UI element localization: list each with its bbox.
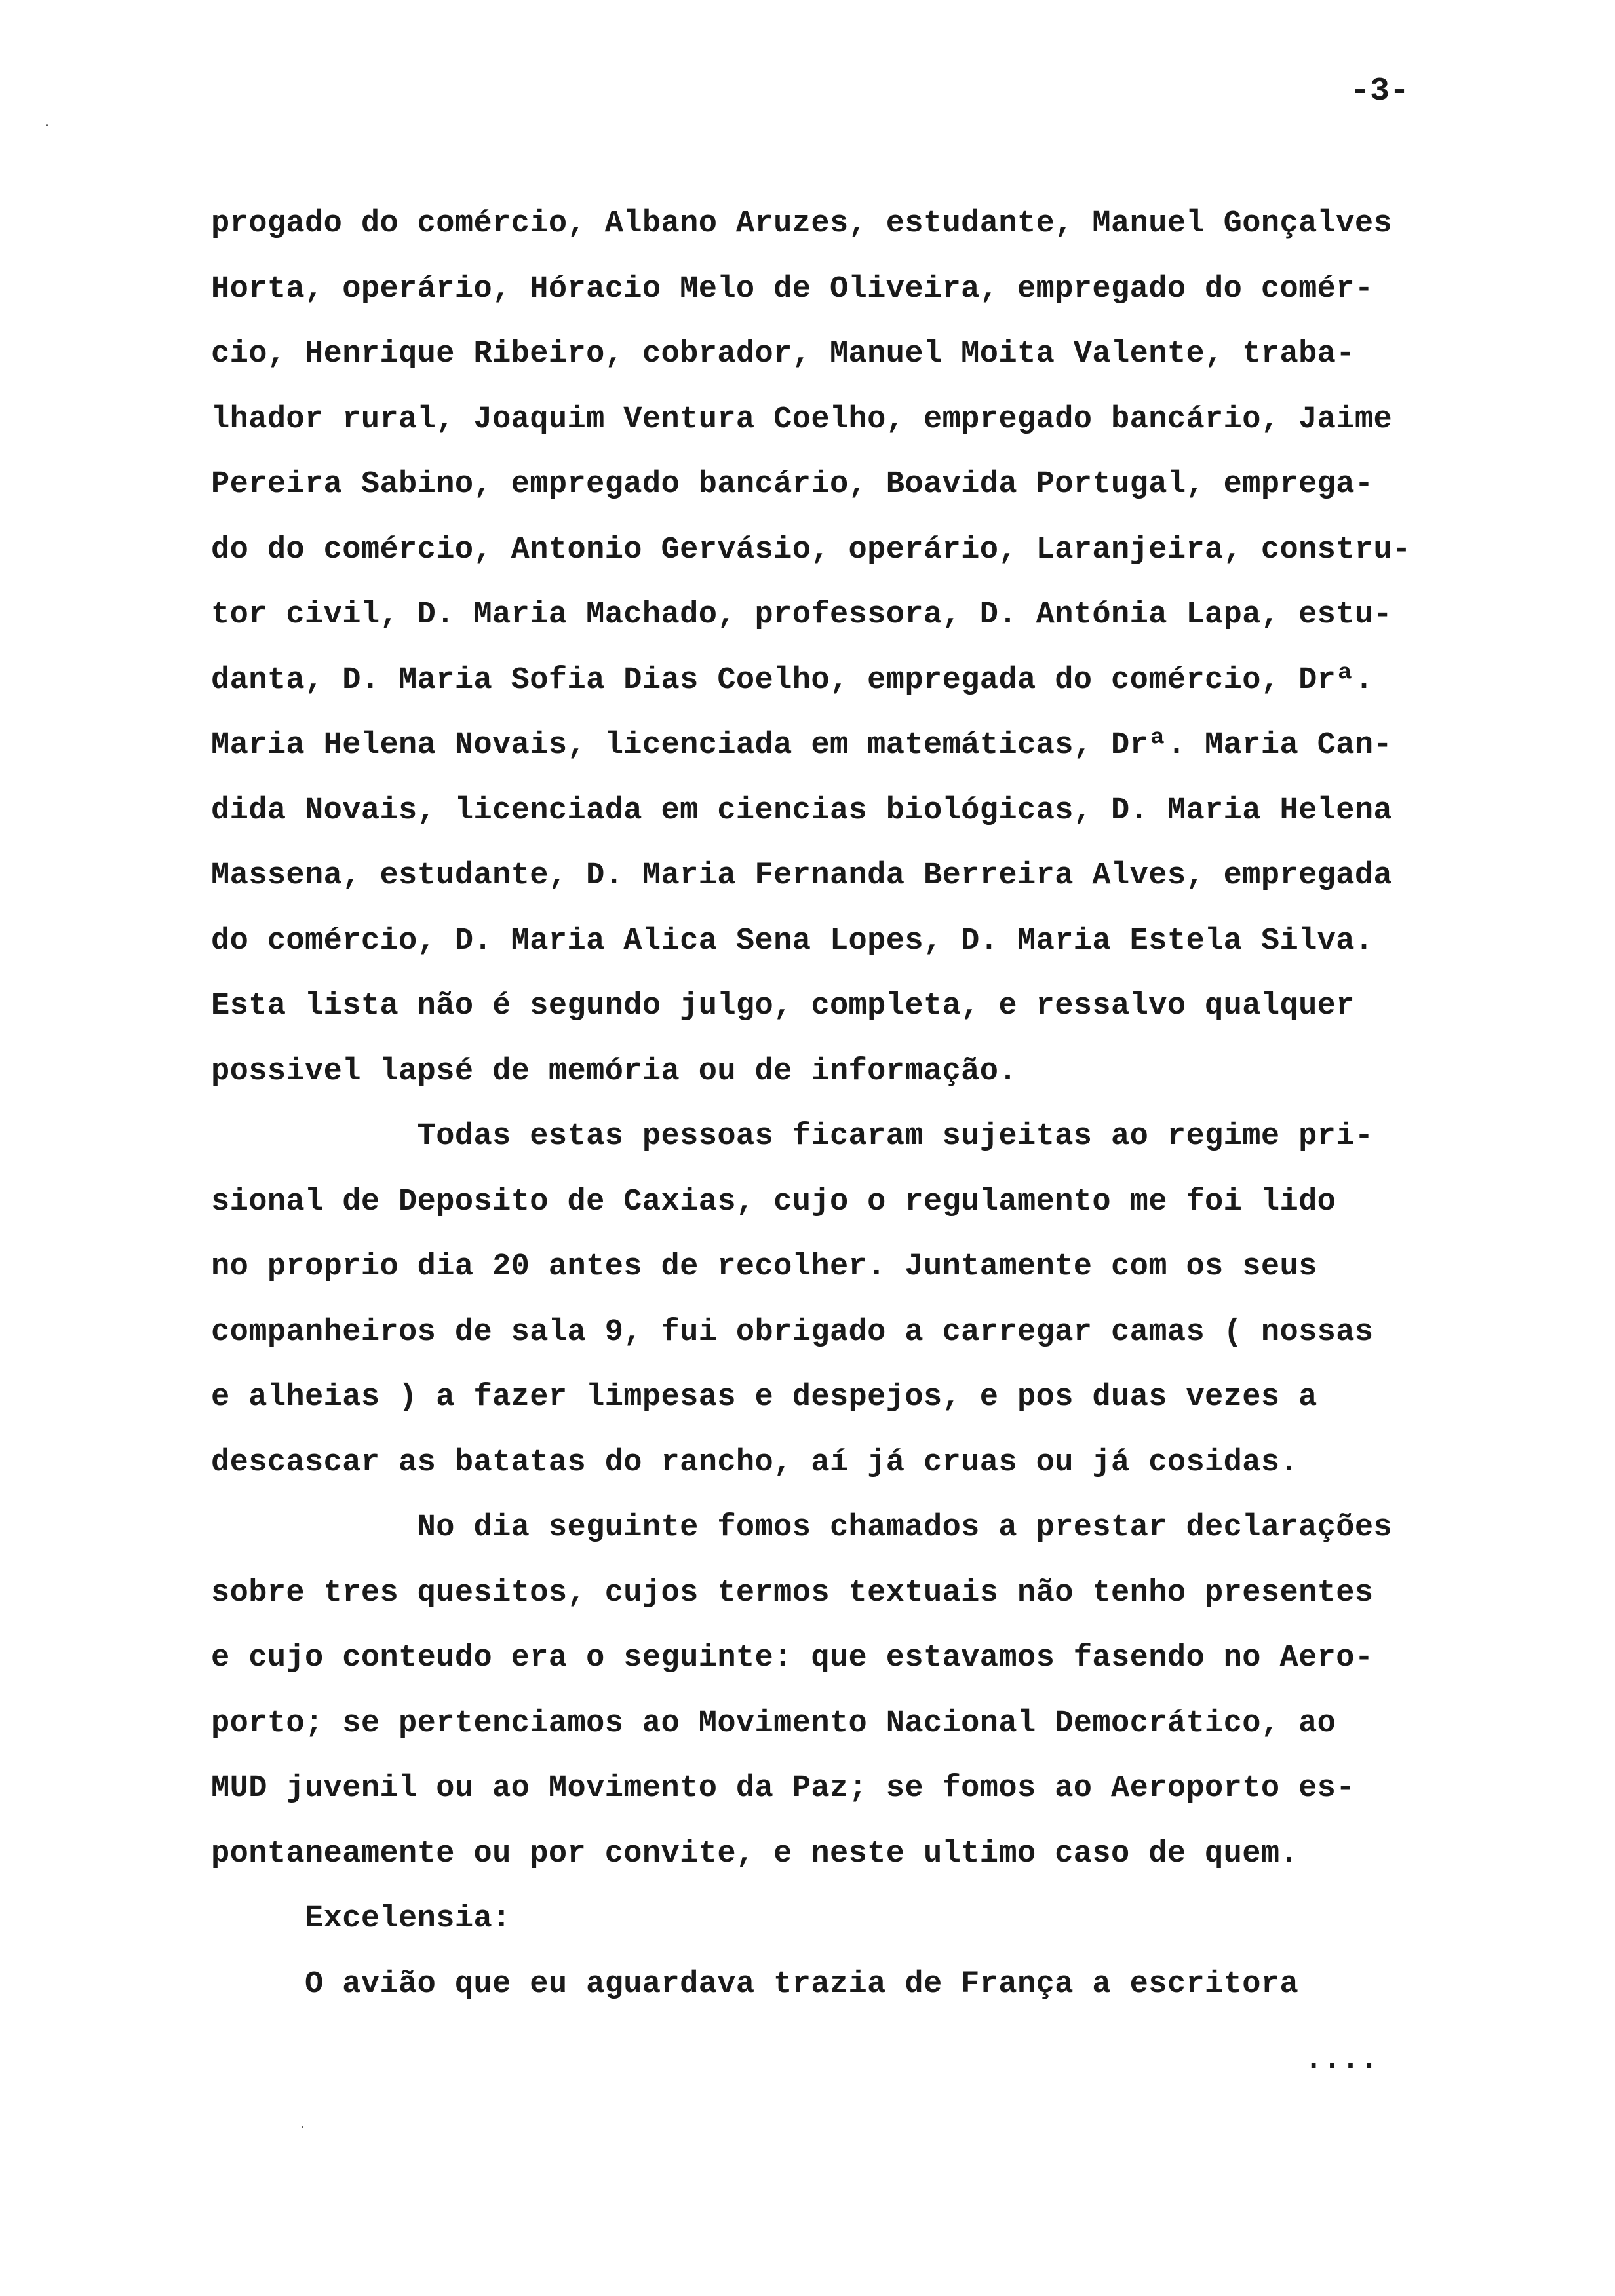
text-line: no proprio dia 20 antes de recolher. Juntamente com os seus: [211, 1250, 1317, 1284]
text-line: dida Novais, licenciada em ciencias biológicas, D. Maria Helena: [211, 793, 1393, 828]
text-line: sobre tres quesitos, cujos termos textuais não tenho presentes: [211, 1575, 1374, 1611]
continuation-marker: ....: [1304, 2043, 1378, 2078]
text-line: O avião que eu aguardava trazia de França a escritora: [211, 1966, 1299, 2002]
text-line: cio, Henrique Ribeiro, cobrador, Manuel Moita Valente, traba-: [211, 337, 1355, 372]
text-line: Maria Helena Novais, licenciada em matemáticas, Drª. Maria Can-: [211, 728, 1393, 763]
text-line: pontaneamente ou por convite, e neste ultimo caso de quem.: [211, 1836, 1299, 1871]
text-line: do do comércio, Antonio Gervásio, operário, Laranjeira, constru-: [211, 532, 1411, 567]
text-line: sional de Deposito de Caxias, cujo o regulamento me foi lido: [211, 1184, 1336, 1219]
text-line: Excelensia:: [211, 1902, 511, 1936]
text-line: No dia seguinte fomos chamados a prestar declarações: [211, 1510, 1393, 1545]
text-line: porto; se pertenciamos ao Movimento Nacional Democrático, ao: [211, 1706, 1336, 1741]
letter-body: [211, 191, 1496, 2017]
text-line: progado do comércio, Albano Aruzes, estudante, Manuel Gonçalves: [211, 206, 1393, 241]
text-line: MUD juvenil ou ao Movimento da Paz; se fomos ao Aeroporto es-: [211, 1771, 1355, 1806]
text-line: companheiros de sala 9, fui obrigado a carregar camas ( nossas: [211, 1314, 1374, 1350]
text-line: do comércio, D. Maria Alica Sena Lopes, D. Maria Estela Silva.: [211, 923, 1374, 959]
text-line: Esta lista não é segundo julgo, completa, e ressalvo qualquer: [211, 989, 1355, 1024]
page-number: -3-: [1350, 73, 1410, 110]
scan-speck: [46, 124, 48, 126]
text-line: lhador rural, Joaquim Ventura Coelho, empregado bancário, Jaime: [211, 402, 1393, 437]
text-line: possivel lapsé de memória ou de informação.: [211, 1054, 1017, 1089]
text-line: e cujo conteudo era o seguinte: que estavamos fasendo no Aero-: [211, 1641, 1374, 1675]
text-line: tor civil, D. Maria Machado, professora, D. Antónia Lapa, estu-: [211, 598, 1393, 632]
text-line: Massena, estudante, D. Maria Fernanda Berreira Alves, empregada: [211, 858, 1393, 893]
text-line: Horta, operário, Hóracio Melo de Oliveira, empregado do comér-: [211, 271, 1374, 307]
text-line: danta, D. Maria Sofia Dias Coelho, empregada do comércio, Drª.: [211, 662, 1374, 698]
scan-speck: [302, 2126, 303, 2128]
text-line: e alheias ) a fazer limpesas e despejos, e pos duas vezes a: [211, 1380, 1317, 1415]
text-line: descascar as batatas do rancho, aí já cruas ou já cosidas.: [211, 1445, 1299, 1480]
text-line: Todas estas pessoas ficaram sujeitas ao regime pri-: [211, 1119, 1374, 1154]
text-line: Pereira Sabino, empregado bancário, Boavida Portugal, emprega-: [211, 467, 1374, 502]
